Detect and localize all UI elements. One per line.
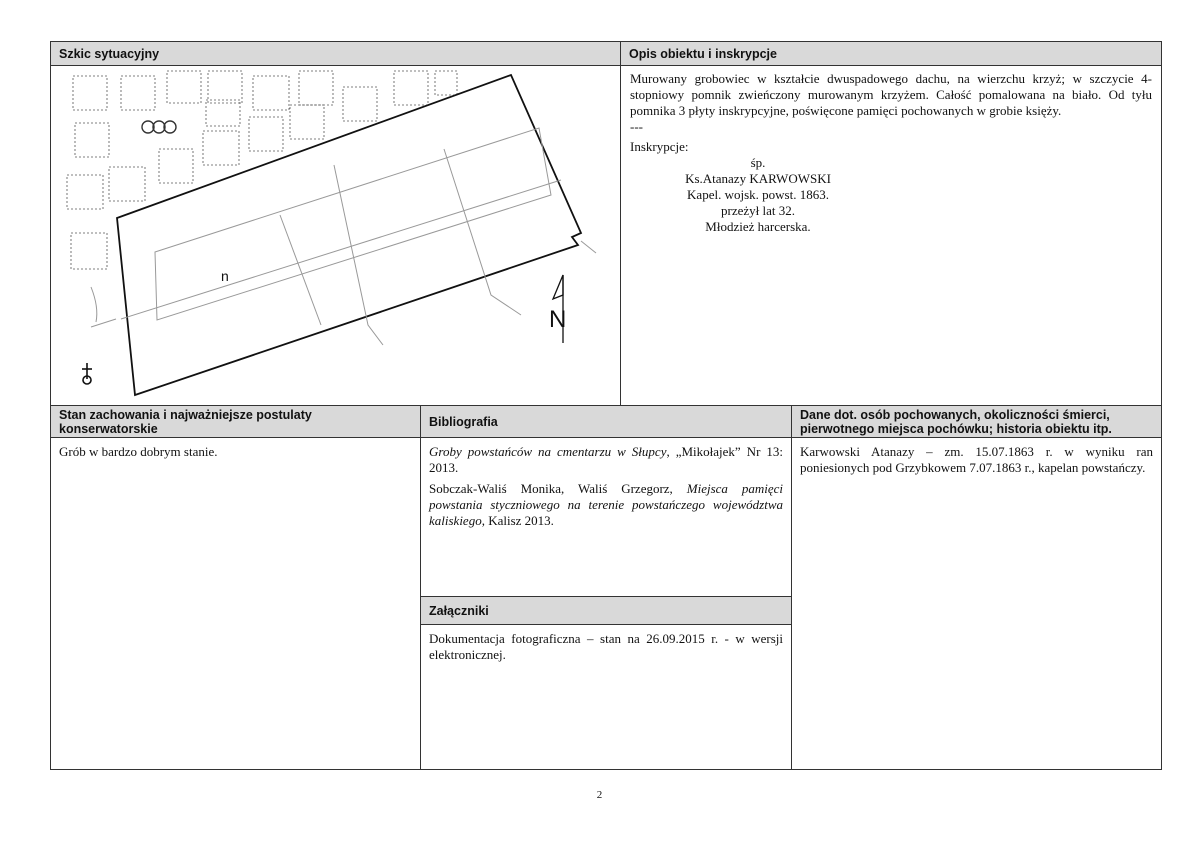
- attachments-text: Dokumentacja fotograficzna – stan na 26.09.2015 r. - w wersji elektronicznej.: [429, 631, 783, 662]
- attachments-header: [421, 596, 791, 625]
- description-text: Murowany grobowiec w kształcie dwuspadowego dachu, na wierzchu krzyż; w szczycie 4-stopniowy pomnik zwieńczony murowanym krzyżem. Całość pomalowana na biało. Od tyłu pomnika 3 płyty inskrypcyjne, poświęcone pamięci pochowanych w grobie księży.: [630, 71, 1152, 118]
- bibliography-body: [421, 444, 791, 529]
- attachments-body: [421, 631, 791, 663]
- sketch-map: [51, 67, 620, 405]
- page-number: 2: [596, 789, 603, 801]
- inscription-line: Kapel. wojsk. powst. 1863.: [687, 187, 829, 202]
- persons-header: [792, 406, 1161, 438]
- inscription-line: przeżył lat 32.: [721, 203, 795, 218]
- svg-text:n: n: [221, 268, 229, 284]
- bibliography-entry-title: Groby powstańców na cmentarzu w Słupcy: [429, 444, 667, 459]
- north-arrow: [549, 275, 566, 343]
- inscriptions-label: Inskrypcje:: [630, 139, 689, 154]
- condition-text: Grób w bardzo dobrym stanie.: [59, 444, 218, 459]
- inscription-line: Młodzież harcerska.: [705, 219, 811, 234]
- description-header: [621, 42, 1161, 66]
- bibliography-entry-rest: , Kalisz 2013.: [481, 513, 554, 528]
- persons-title: Dane dot. osób pochowanych, okoliczności śmierci, pierwotnego miejsca pochówku; historia obiektu itp.: [800, 408, 1112, 436]
- situation-sketch: [51, 67, 620, 405]
- inscription: [638, 155, 878, 235]
- sketch-title: Szkic sytuacyjny: [59, 47, 160, 61]
- cross-symbol: [82, 363, 92, 384]
- persons-body: [792, 444, 1161, 476]
- bibliography-entry: [429, 481, 783, 529]
- attachments-title: Załączniki: [429, 604, 489, 618]
- bibliography-entry-authors: Sobczak-Waliś Monika, Waliś Grzegorz,: [429, 481, 687, 496]
- condition-header: [51, 406, 420, 438]
- bibliography-entry-title: Miejsca pamięci powstania styczniowego na terenie powstańczego województwa kaliskiego: [429, 481, 783, 528]
- inscription-line: Ks.Atanazy KARWOWSKI: [685, 171, 831, 186]
- persons-text: Karwowski Atanazy – zm. 15.07.1863 r. w wyniku ran poniesionych pod Grzybkowem 7.07.1863 r., kapelan powstańczy.: [800, 444, 1153, 475]
- description-title: Opis obiektu i inskrypcje: [629, 47, 777, 61]
- separator: ---: [630, 119, 643, 134]
- bibliography-title: Bibliografia: [429, 415, 498, 429]
- description-body: [621, 68, 1161, 238]
- bibliography-entry-rest: , „Mikołajek” Nr 13: 2013.: [429, 444, 783, 475]
- sketch-header: [51, 42, 620, 66]
- north-label: N: [549, 306, 567, 333]
- condition-title: Stan zachowania i najważniejsze postulaty konserwatorskie: [59, 408, 312, 436]
- inscription-line: śp.: [750, 155, 766, 170]
- bibliography-entry: [429, 444, 783, 476]
- olympic-rings: [142, 121, 176, 133]
- bibliography-header: [421, 406, 791, 438]
- condition-body: [51, 444, 420, 460]
